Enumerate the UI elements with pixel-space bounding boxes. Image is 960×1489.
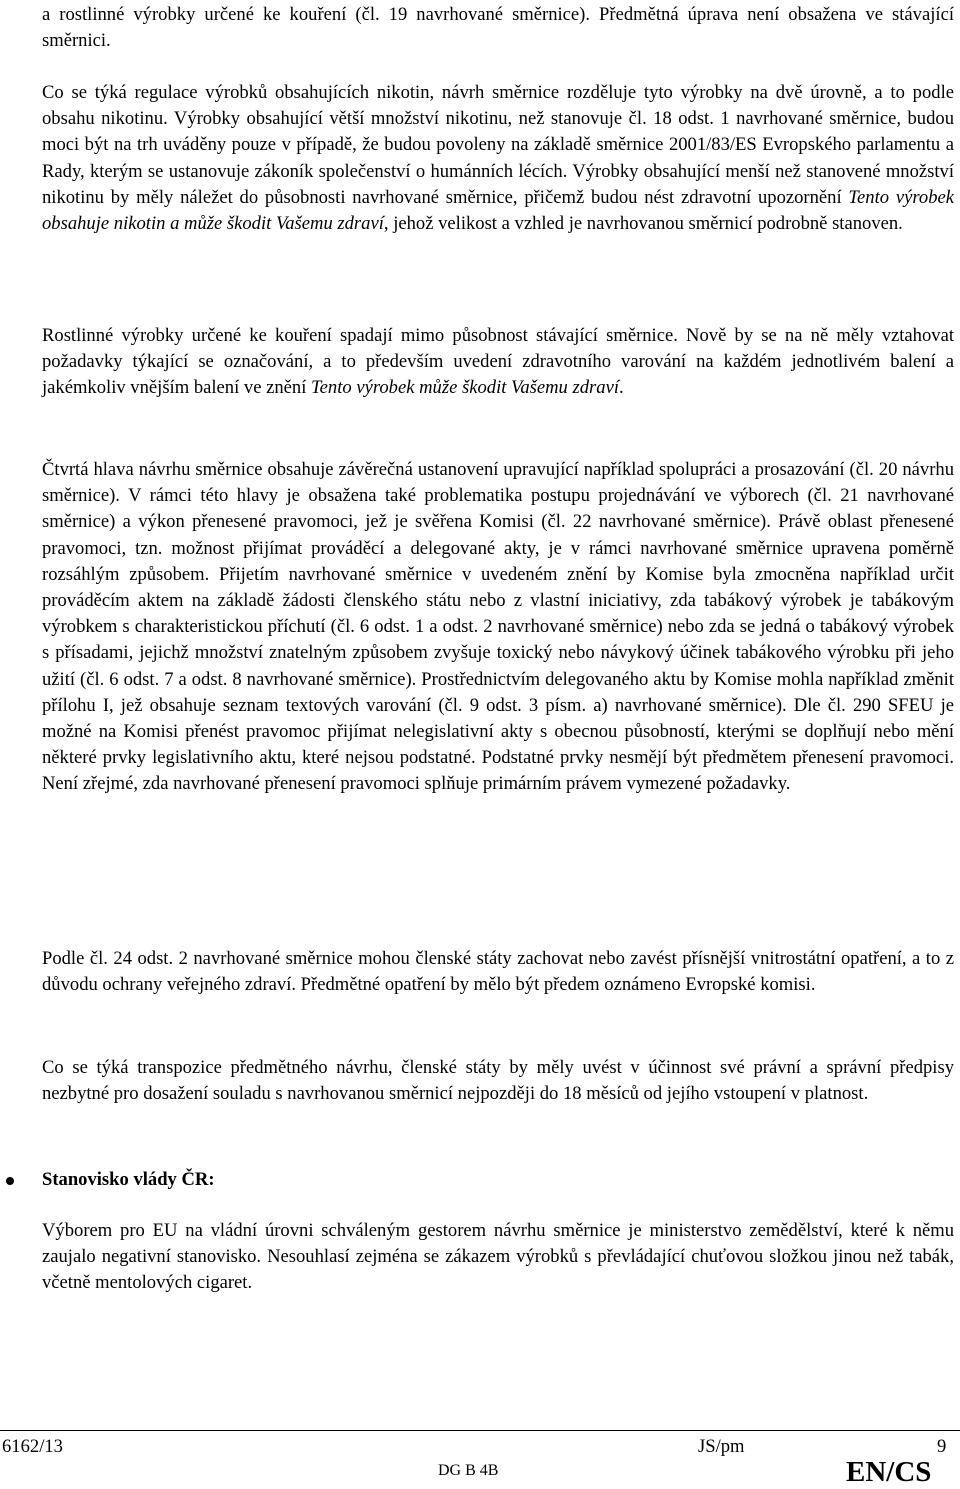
- paragraph-herbal-products: [42, 323, 954, 402]
- health-warning-text: Tento výrobek může škodit Vašemu zdraví: [311, 377, 619, 399]
- paragraph-text: Co se týká regulace výrobků obsahujících nikotin, návrh směrnice rozděluje tyto výrobky na dvě úrovně, a to podle obsahu nikotinu. Výrobky obsahující větší množství nikotinu, než stanovuje čl. 18 odst. 1 navrhované směrnice, budou moci být na trh uváděny pouze v případě, že budou povoleny na základě směrnice 2001/83/ES Evropského parlamentu a Rady, kterým se ustanovuje zákoník společenství o humánních lécích. Výrobky obsahující menší než stanovené množství nikotinu by měly náležet do působnosti navrhované směrnice, přičemž budou nést zdravotní upozornění: [42, 82, 954, 208]
- paragraph-text: Rostlinné výrobky určené ke kouření spadají mimo působnost stávající směrnice. Nově by se na ně měly vztahovat požadavky týkající se označování, a to především uvedení zdravotního varování na každém jednotlivém balení a jakémkoliv vnějším balení ve znění: [42, 325, 954, 399]
- section-heading: [0, 1167, 960, 1197]
- paragraph-text: , jehož velikost a vzhled je navrhovanou směrnicí podrobně stanoven.: [383, 213, 903, 235]
- footer-language: EN/CS: [846, 1456, 932, 1488]
- footer-divider: [0, 1430, 960, 1431]
- paragraph-intro: a rostlinné výrobky určené ke kouření (čl. 19 navrhované směrnice). Předmětná úprava není obsažena ve stávající směrnici.: [42, 4, 954, 52]
- footer-author: JS/pm: [698, 1436, 745, 1457]
- bullet-icon: [6, 1177, 14, 1185]
- paragraph-text: .: [619, 377, 624, 399]
- paragraph-government-position: Výborem pro EU na vládní úrovni schváleným gestorem návrhu směrnice je ministerstvo zemědělství, které k němu zaujalo negativní stanovisko. Nesouhlasí zejména se zákazem výrobků s převládající chuťovou složkou jinou než tabák, včetně mentolových cigaret.: [42, 1220, 954, 1294]
- footer-doc-number: 6162/13: [2, 1436, 63, 1457]
- section-heading-text: Stanovisko vlády ČR:: [42, 1169, 215, 1190]
- health-warning-text: Tento výrobek obsahuje nikotin a může škodit Vašemu zdraví: [42, 186, 955, 235]
- paragraph-member-states-measures: Podle čl. 24 odst. 2 navrhované směrnice mohou členské státy zachovat nebo zavést přísnější vnitrostátní opatření, a to z důvodu ochrany veřejného zdraví. Předmětné opatření by mělo být předem oznámeno Evropské komisi.: [42, 948, 954, 996]
- paragraph-final-provisions: Čtvrtá hlava návrhu směrnice obsahuje závěrečná ustanovení upravující například spolupráci a prosazování (čl. 20 návrhu směrnice). V rámci této hlavy je obsažena také problematika postupu projednávání ve výborech (čl. 21 navrhované směrnice) a výkon přenesené pravomoci, jež je svěřena Komisi (čl. 22 navrhované směrnice). Právě oblast přenesené pravomoci, tzn. možnost přijímat prováděcí a delegované akty, je v rámci navrhované směrnice upravena poměrně rozsáhlým způsobem. Přijetím navrhované směrnice v uvedeném znění by Komise byla zmocněna například určit prováděcím aktem na základě žádosti členského státu nebo z vlastní iniciativy, zda tabákový výrobek je tabákovým výrobkem s charakteristickou příchutí (čl. 6 odst. 1 a odst. 2 navrhované směrnice) nebo zda se jedná o tabákový výrobek s přísadami, jejichž množství znatelným způsobem zvyšuje toxický nebo návykový účinek tabákového výrobku při jeho užití (čl. 6 odst. 7 a odst. 8 navrhované směrnice). Prostřednictvím delegovaného aktu by Komise mohla například změnit přílohu I, jež obsahuje seznam textových varování (čl. 9 odst. 3 písm. a) navrhované směrnice). Dle čl. 290 SFEU je možné na Komisi přenést pravomoc přijímat nelegislativní akty s obecnou působností, kterými se doplňují nebo mění některé prvky legislativního aktu, které nejsou podstatné. Podstatné prvky nesmějí být předmětem přenesení pravomoci. Není zřejmé, zda navrhované přenesení pravomoci splňuje primárním právem vymezené požadavky.: [42, 459, 954, 795]
- paragraph-transposition: Co se týká transpozice předmětného návrhu, členské státy by měly uvést v účinnost své právní a správní předpisy nezbytné pro dosažení souladu s navrhovanou směrnicí nejpozději do 18 měsíců od jejího vstoupení v platnost.: [42, 1057, 954, 1105]
- footer-directorate: DG B 4B: [438, 1462, 499, 1479]
- paragraph-nicotine-regulation: [42, 80, 954, 237]
- page-footer: [0, 1432, 960, 1489]
- footer-page-number: 9: [937, 1436, 947, 1457]
